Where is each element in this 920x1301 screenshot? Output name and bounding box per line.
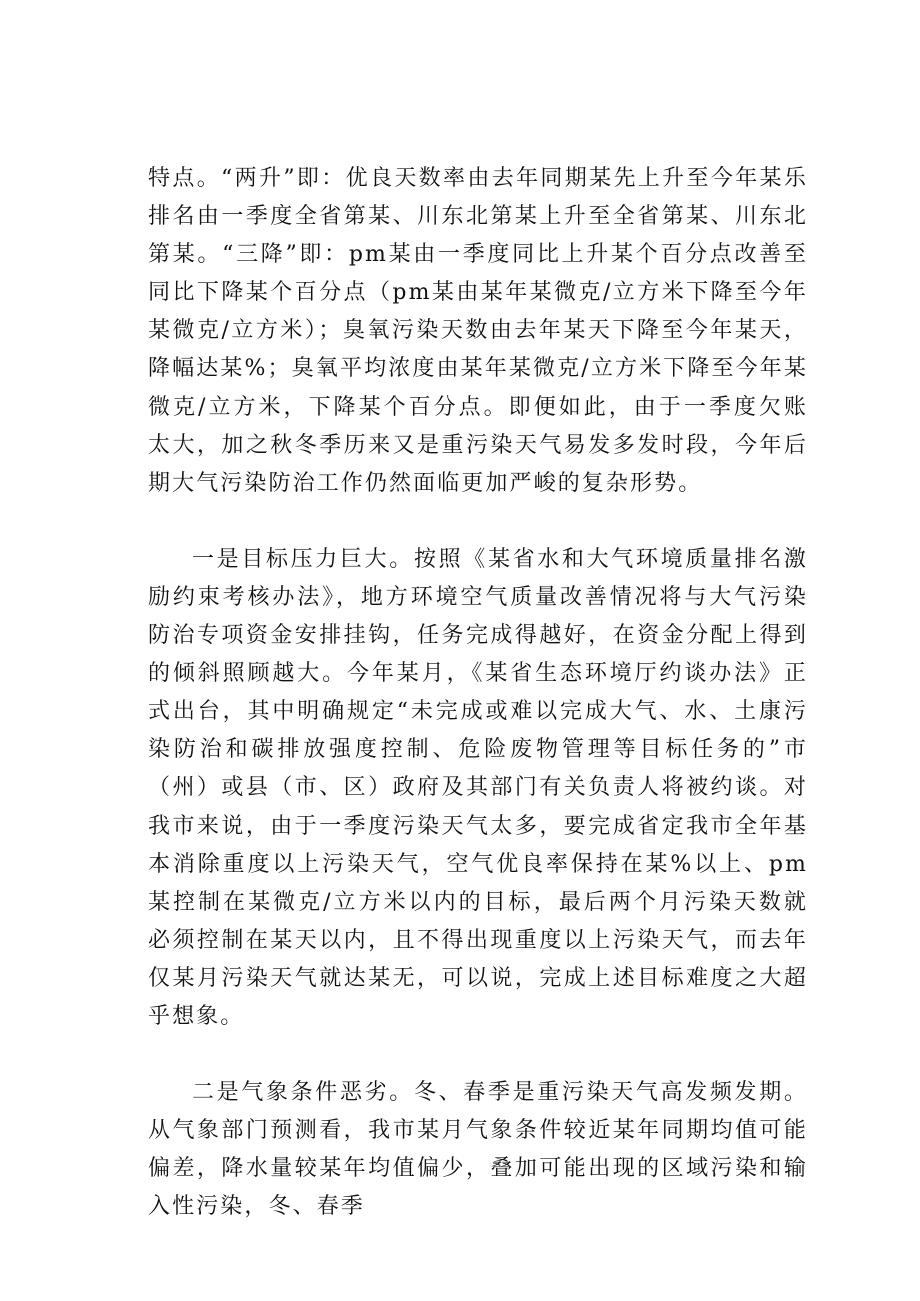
- paragraph-continued-characteristics: 特点。“两升”即：优良天数率由去年同期某先上升至今年某乐排名由一季度全省第某、川东北第某上升至全省第某、川东北第某。“三降”即：pm某由一季度同比上升某个百分点改善至同比下降某个百分点（pm某由某年某微克/立方米下降至今年某微克/立方米）；臭氧污染天数由去年某天下降至今年某天，降幅达某%；臭氧平均浓度由某年某微克/立方米下降至今年某微克/立方米，下降某个百分点。即便如此，由于一季度欠账太大，加之秋冬季历来又是重污染天气易发多发时段，今年后期大气污染防治工作仍然面临更加严峻的复杂形势。: [148, 166, 808, 496]
- paragraph-weather-conditions: 二是气象条件恶劣。冬、春季是重污染天气高发频发期。从气象部门预测看，我市某月气象条件较近某年同期均值可能偏差，降水量较某年均值偏少，叠加可能出现的区域污染和输入性污染，冬、春季: [148, 1080, 808, 1220]
- paragraph-target-pressure: 一是目标压力巨大。按照《某省水和大气环境质量排名激励约束考核办法》，地方环境空气质量改善情况将与大气污染防治专项资金安排挂钩，任务完成得越好，在资金分配上得到的倾斜照顾越大。今年某月，《某省生态环境厅约谈办法》正式出台，其中明确规定“未完成或难以完成大气、水、土康污染防治和碳排放强度控制、危险废物管理等目标任务的”市（州）或县（市、区）政府及其部门有关负责人将被约谈。对我市来说，由于一季度污染天气太多，要完成省定我市全年基本消除重度以上污染天气，空气优良率保持在某%以上、pm某控制在某微克/立方米以内的目标，最后两个月污染天数就必须控制在某天以内，且不得出现重度以上污染天气，而去年仅某月污染天气就达某无，可以说，完成上述目标难度之大超乎想象。: [148, 546, 808, 1029]
- document-body: [148, 160, 808, 1264]
